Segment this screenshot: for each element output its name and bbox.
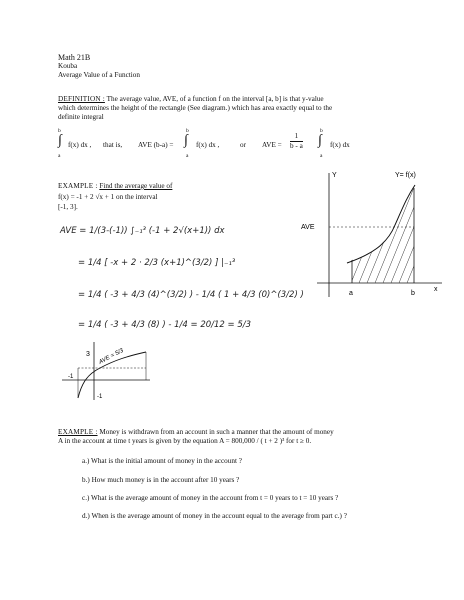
example2-line2: A in the account at time t years is given by the equation A = 800,000 / ( t + 2 )³ for t ≥ 0.: [58, 437, 312, 445]
instructor-name: Kouba: [58, 62, 78, 70]
example1-line1: Find the average value of: [99, 182, 173, 190]
definition-block: [58, 95, 324, 104]
integral3-upper-limit: b: [320, 128, 323, 134]
work-step-2: = 1/4 [ -x + 2 · 2/3 (x+1)^(3/2) ] |₋₁³: [78, 258, 236, 268]
definition-line1: The average value, AVE, of a function f on the interval [a, b] is that y-value: [106, 95, 324, 103]
question-b: b.) How much money is in the account after 10 years ?: [82, 476, 240, 484]
ave-equals: AVE =: [262, 141, 282, 149]
graph-a-label: a: [349, 290, 353, 297]
question-d: d.) When is the average amount of money in the account equal to the average from part c.) ?: [82, 512, 347, 520]
or-text: or: [240, 141, 246, 149]
sketch-neg1-y: -1: [97, 394, 103, 400]
sketch-3-label: 3: [86, 351, 90, 358]
definition-label: DEFINITION :: [58, 95, 105, 103]
graph-curve-label: Y= f(x): [395, 172, 416, 179]
integral2-lower-limit: a: [186, 153, 189, 159]
example2-intro: [58, 428, 334, 437]
graph-b-label: b: [411, 290, 415, 297]
example1-intro: [58, 182, 172, 191]
integral-sign-3: ∫: [318, 133, 322, 148]
integral-sign-2: ∫: [184, 133, 188, 148]
ave-times-width: AVE (b-a) =: [138, 141, 174, 149]
example2-line1: Money is withdrawn from an account in such a manner that the amount of money: [99, 428, 334, 436]
average-value-diagram: [301, 165, 450, 310]
question-c: c.) What is the average amount of money in the account from t = 0 years to t = 10 years ?: [82, 494, 339, 502]
work-step-3: = 1/4 ( -3 + 4/3 (4)^(3/2) ) - 1/4 ( 1 + 4/3 (0)^(3/2) ): [78, 290, 304, 300]
integral-upper-limit: b: [58, 128, 61, 134]
integrand-2: f(x) dx ,: [196, 141, 220, 149]
definition-equations: [58, 128, 418, 162]
course-title: Math 21B: [58, 53, 91, 62]
that-is-text: that is,: [103, 141, 123, 149]
work-step-4: = 1/4 ( -3 + 4/3 (8) ) - 1/4 = 20/12 = 5/3: [78, 320, 252, 330]
one-over-b-minus-a: $\frac{1}{b - a}$: [290, 132, 303, 150]
curve-f: [347, 185, 415, 263]
integral-lower-limit: a: [58, 153, 61, 159]
graph-y-label: Y: [332, 172, 337, 179]
definition-line2: which determines the height of the rectangle (See diagram.) which has area exactly equal to the: [58, 104, 333, 112]
sketch-neg1-x: -1: [68, 374, 74, 380]
integral3-lower-limit: a: [320, 153, 323, 159]
example1-sketch: [60, 340, 155, 415]
integral2-upper-limit: b: [186, 128, 189, 134]
example1-interval: [-1, 3].: [58, 203, 78, 211]
graph-x-label: x: [434, 286, 438, 293]
example1-function: f(x) = -1 + 2 √x + 1 on the interval: [58, 193, 158, 201]
example1-label: EXAMPLE :: [58, 182, 98, 190]
example2-label: EXAMPLE :: [58, 428, 98, 436]
sketch-ave-label: AVE = 5/3: [98, 347, 125, 366]
integral-sign: ∫: [58, 133, 62, 148]
work-step-1: AVE = 1/(3-(-1)) ∫₋₁³ (-1 + 2√(x+1)) dx: [60, 226, 225, 236]
definition-line3: definite integral: [58, 113, 104, 121]
integrand-3: f(x) dx: [330, 141, 350, 149]
graph-ave-label: AVE: [301, 224, 315, 231]
question-a: a.) What is the initial amount of money in the account ?: [82, 457, 242, 465]
integrand-1: f(x) dx ,: [68, 141, 92, 149]
topic-title: Average Value of a Function: [58, 71, 140, 79]
